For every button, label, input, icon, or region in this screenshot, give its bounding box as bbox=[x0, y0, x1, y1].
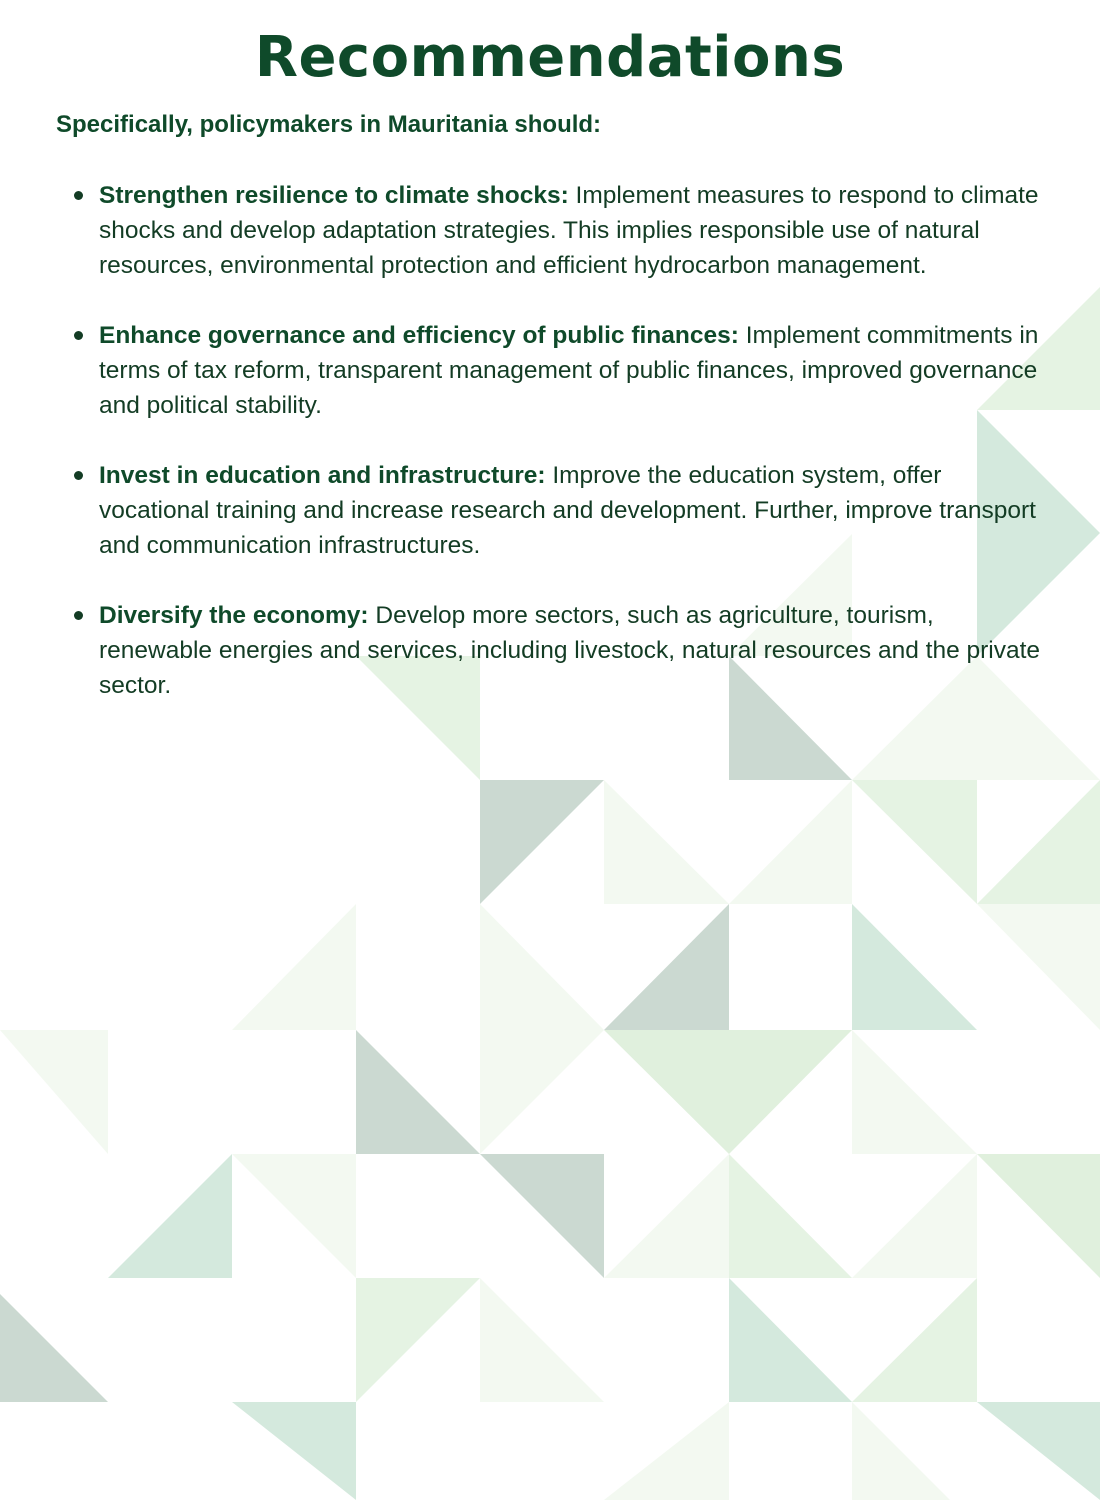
pattern-triangle bbox=[977, 1154, 1100, 1278]
pattern-triangle bbox=[604, 780, 729, 904]
pattern-triangle bbox=[604, 1402, 729, 1500]
pattern-triangle bbox=[480, 1278, 604, 1402]
recommendation-text: Implement commitments in terms of tax reform, transparent management of public finances, improved governance and political stability. bbox=[99, 322, 1039, 419]
pattern-triangle bbox=[852, 904, 977, 1030]
bullet-icon bbox=[74, 471, 83, 480]
bullet-icon bbox=[74, 191, 83, 200]
list-item bbox=[99, 458, 1049, 563]
recommendation-title: Strengthen resilience to climate shocks: bbox=[99, 182, 576, 209]
pattern-triangle bbox=[0, 1294, 108, 1402]
pattern-triangle bbox=[729, 1278, 852, 1402]
pattern-triangle bbox=[852, 780, 977, 904]
pattern-triangle bbox=[232, 1154, 356, 1278]
pattern-triangle bbox=[480, 1030, 604, 1154]
pattern-triangle bbox=[852, 1030, 977, 1154]
pattern-triangle bbox=[480, 904, 604, 1030]
recommendation-title: Invest in education and infrastructure: bbox=[99, 462, 553, 489]
pattern-triangle bbox=[480, 1154, 604, 1278]
page-title: Recommendations bbox=[254, 25, 846, 90]
recommendation-title: Diversify the economy: bbox=[99, 602, 376, 629]
pattern-triangle bbox=[356, 1278, 480, 1402]
bullet-icon bbox=[74, 331, 83, 340]
pattern-triangle bbox=[977, 780, 1100, 904]
intro-text: Specifically, policymakers in Mauritania should: bbox=[56, 111, 602, 138]
pattern-triangle bbox=[729, 1154, 852, 1278]
pattern-triangle bbox=[729, 780, 852, 904]
recommendation-text: Develop more sectors, such as agriculture, tourism, renewable energies and services, including livestock, natural resources and the private sector. bbox=[99, 602, 1041, 699]
pattern-triangle bbox=[852, 1402, 950, 1500]
pattern-triangle bbox=[852, 1154, 977, 1278]
recommendations-list bbox=[99, 178, 1049, 738]
list-item bbox=[99, 178, 1049, 283]
pattern-triangle bbox=[604, 1030, 852, 1154]
recommendation-text: Implement measures to respond to climate shocks and develop adaptation strategies. This implies responsible use of natural resources, environmental protection and efficient hydrocarbon management. bbox=[99, 182, 1039, 279]
pattern-triangle bbox=[356, 1030, 480, 1154]
pattern-triangle bbox=[0, 1030, 108, 1154]
pattern-triangle bbox=[977, 1402, 1100, 1500]
pattern-triangle bbox=[852, 1278, 977, 1402]
pattern-triangle bbox=[604, 904, 729, 1030]
recommendation-text: Improve the education system, offer vocational training and increase research and development. Further, improve transport and communication infrastructures. bbox=[99, 462, 1036, 559]
pattern-triangle bbox=[604, 1154, 729, 1278]
pattern-triangle bbox=[977, 904, 1100, 1030]
recommendation-title: Enhance governance and efficiency of public finances: bbox=[99, 322, 746, 349]
list-item bbox=[99, 318, 1049, 423]
bullet-icon bbox=[74, 611, 83, 620]
pattern-triangle bbox=[480, 780, 604, 904]
pattern-triangle bbox=[108, 1154, 232, 1278]
pattern-triangle bbox=[232, 1402, 356, 1500]
list-item bbox=[99, 598, 1049, 703]
pattern-triangle bbox=[232, 904, 356, 1030]
